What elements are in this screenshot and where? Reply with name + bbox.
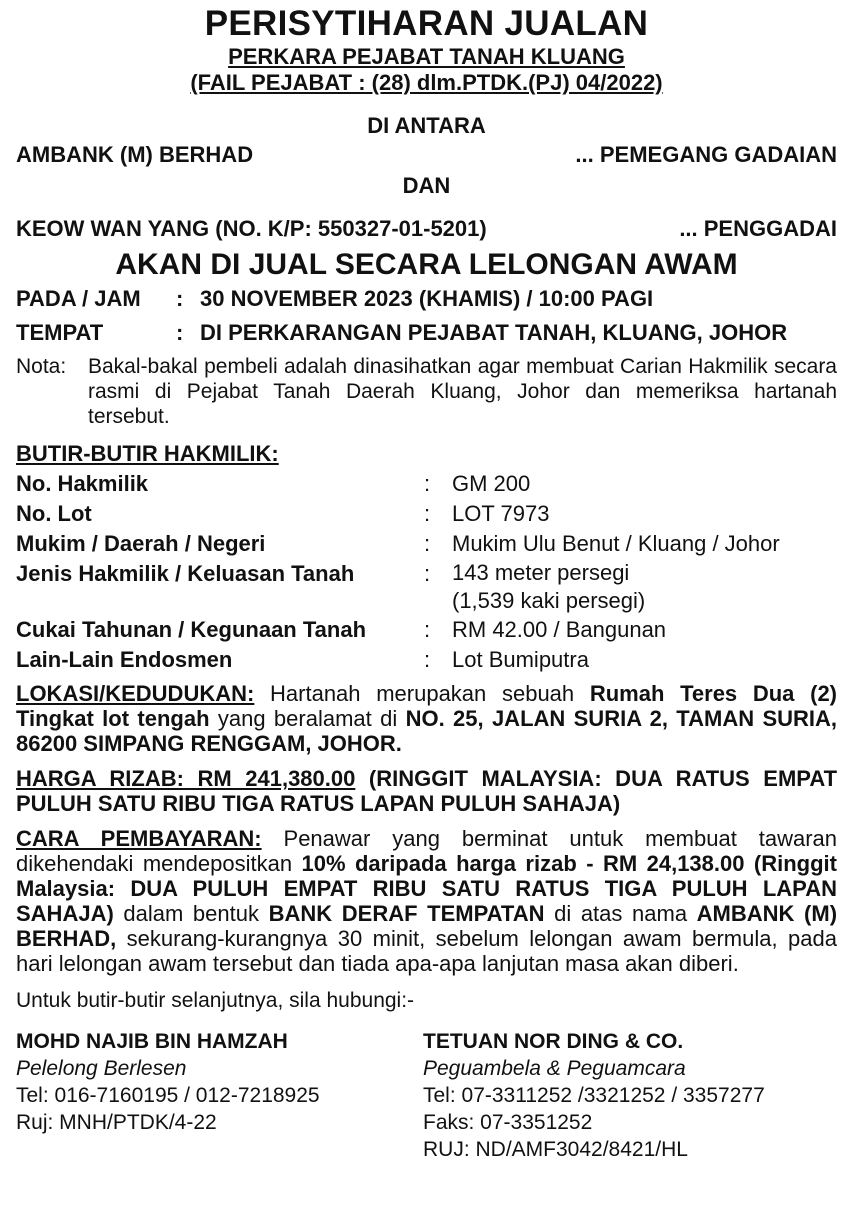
title-details-heading: BUTIR-BUTIR HAKMILIK: xyxy=(16,441,279,466)
payment-method: BANK DERAF TEMPATAN xyxy=(268,901,545,926)
solicitor-name: TETUAN NOR DING & CO. xyxy=(423,1030,684,1053)
solicitor-contact xyxy=(423,1028,837,1163)
payment-label: CARA PEMBAYARAN: xyxy=(16,826,262,851)
auction-heading: AKAN DI JUAL SECARA LELONGAN AWAM xyxy=(115,248,738,281)
chargee-name: AMBANK (M) BERHAD xyxy=(16,142,254,167)
solicitor-fax: Faks: 07-3351252 xyxy=(423,1111,593,1134)
note-label: Nota: xyxy=(16,355,67,378)
solicitor-role: Peguambela & Peguamcara xyxy=(423,1057,686,1080)
detail-value: GM 200 xyxy=(452,471,531,496)
area-imperial: (1,539 kaki persegi) xyxy=(452,588,646,613)
detail-colon: : xyxy=(424,617,431,642)
area-metric: 143 meter persegi xyxy=(452,560,630,585)
chargor-name: KEOW WAN YANG (NO. K/P: 550327-01-5201) xyxy=(16,216,487,241)
detail-colon: : xyxy=(424,471,431,496)
document-title: PERISYTIHARAN JUALAN xyxy=(204,4,649,43)
date-value: 30 NOVEMBER 2023 (KHAMIS) / 10:00 PAGI xyxy=(200,286,654,311)
detail-label: Cukai Tahunan / Kegunaan Tanah xyxy=(16,617,367,642)
property-address: NO. 25, JALAN SURIA 2, TAMAN SURIA, 86200 SIMPANG RENGGAM, JOHOR. xyxy=(16,706,838,756)
reserve-price-paragraph xyxy=(16,766,837,816)
date-colon: : xyxy=(176,286,184,311)
detail-value: Mukim Ulu Benut / Kluang / Johor xyxy=(452,531,780,556)
detail-colon: : xyxy=(424,501,431,526)
chargor-row xyxy=(16,214,837,244)
note-text: Bakal-bakal pembeli adalah dinasihatkan agar membuat Carian Hakmilik secara rasmi di Pejabat Tanah Daerah Kluang, Johor dan memeriksa hartanah tersebut. xyxy=(88,355,837,428)
note-block xyxy=(16,354,837,429)
reserve-price-label: HARGA RIZAB: RM 241,380.00 xyxy=(16,766,356,791)
contacts-section xyxy=(16,1028,837,1163)
location-label: LOKASI/KEDUDUKAN: xyxy=(16,681,255,706)
place-label: TEMPAT xyxy=(16,320,104,345)
chargor-role: ... PENGGADAI xyxy=(679,216,837,241)
between-label: DI ANTARA xyxy=(367,113,486,138)
detail-label: No. Lot xyxy=(16,501,92,526)
property-type: Rumah Teres Dua (2) Tingkat lot tengah xyxy=(16,681,837,731)
date-label: PADA / JAM xyxy=(16,286,141,311)
solicitor-phone: Tel: 07-3311252 /3321252 / 3357277 xyxy=(423,1084,765,1107)
detail-value xyxy=(452,559,837,615)
payment-text: dalam bentuk xyxy=(113,901,269,926)
place-value: DI PERKARANGAN PEJABAT TANAH, KLUANG, JOHOR xyxy=(200,320,788,345)
detail-colon: : xyxy=(424,531,431,556)
detail-label: Jenis Hakmilik / Keluasan Tanah xyxy=(16,561,355,586)
location-text: yang beralamat di xyxy=(209,706,406,731)
payment-text: di atas nama xyxy=(544,901,697,926)
detail-colon: : xyxy=(424,647,431,672)
auctioneer-name: MOHD NAJIB BIN HAMZAH xyxy=(16,1030,288,1053)
auction-schedule xyxy=(16,282,837,350)
payment-text: Penawar yang berminat untuk membuat tawaran dikehendaki mendepositkan xyxy=(16,826,837,876)
document-subtitle: PERKARA PEJABAT TANAH KLUANG xyxy=(228,44,625,69)
payee-name: AMBANK (M) BERHAD, xyxy=(16,901,838,951)
auctioneer-ref: Ruj: MNH/PTDK/4-22 xyxy=(16,1111,217,1134)
title-details-table xyxy=(16,469,837,675)
auctioneer-role: Pelelong Berlesen xyxy=(16,1057,187,1080)
deposit-amount: 10% daripada harga rizab - RM 24,138.00 (Ringgit Malaysia: DUA PULUH EMPAT RIBU SATU RATUS TIGA PULUH LAPAN SAHAJA) xyxy=(16,851,837,926)
location-text: Hartanah merupakan sebuah xyxy=(254,681,590,706)
place-colon: : xyxy=(176,320,184,345)
payment-paragraph xyxy=(16,826,837,976)
auctioneer-contact xyxy=(16,1028,423,1163)
detail-colon: : xyxy=(424,561,431,586)
detail-value: RM 42.00 / Bangunan xyxy=(452,617,667,642)
chargee-role: ... PEMEGANG GADAIAN xyxy=(575,142,837,167)
detail-value: Lot Bumiputra xyxy=(452,647,589,672)
and-label: DAN xyxy=(402,173,451,198)
auctioneer-phone: Tel: 016-7160195 / 012-7218925 xyxy=(16,1084,320,1107)
detail-label: Mukim / Daerah / Negeri xyxy=(16,531,266,556)
payment-text: sekurang-kurangnya 30 minit, sebelum lelongan awam bermula, pada hari lelongan awam tersebut dan tiada apa-apa lanjutan masa akan diberi. xyxy=(16,926,837,976)
file-reference: (FAIL PEJABAT : (28) dlm.PTDK.(PJ) 04/2022) xyxy=(190,70,663,95)
location-paragraph xyxy=(16,681,837,756)
contact-intro: Untuk butir-butir selanjutnya, sila hubungi:- xyxy=(16,989,415,1012)
detail-label: No. Hakmilik xyxy=(16,471,149,496)
chargee-row xyxy=(16,140,837,170)
detail-value: LOT 7973 xyxy=(452,501,550,526)
detail-label: Lain-Lain Endosmen xyxy=(16,647,233,672)
solicitor-ref: RUJ: ND/AMF3042/8421/HL xyxy=(423,1138,688,1161)
reserve-price-words: (RINGGIT MALAYSIA: DUA RATUS EMPAT PULUH SATU RIBU TIGA RATUS LAPAN PULUH SAHAJA) xyxy=(16,766,838,816)
